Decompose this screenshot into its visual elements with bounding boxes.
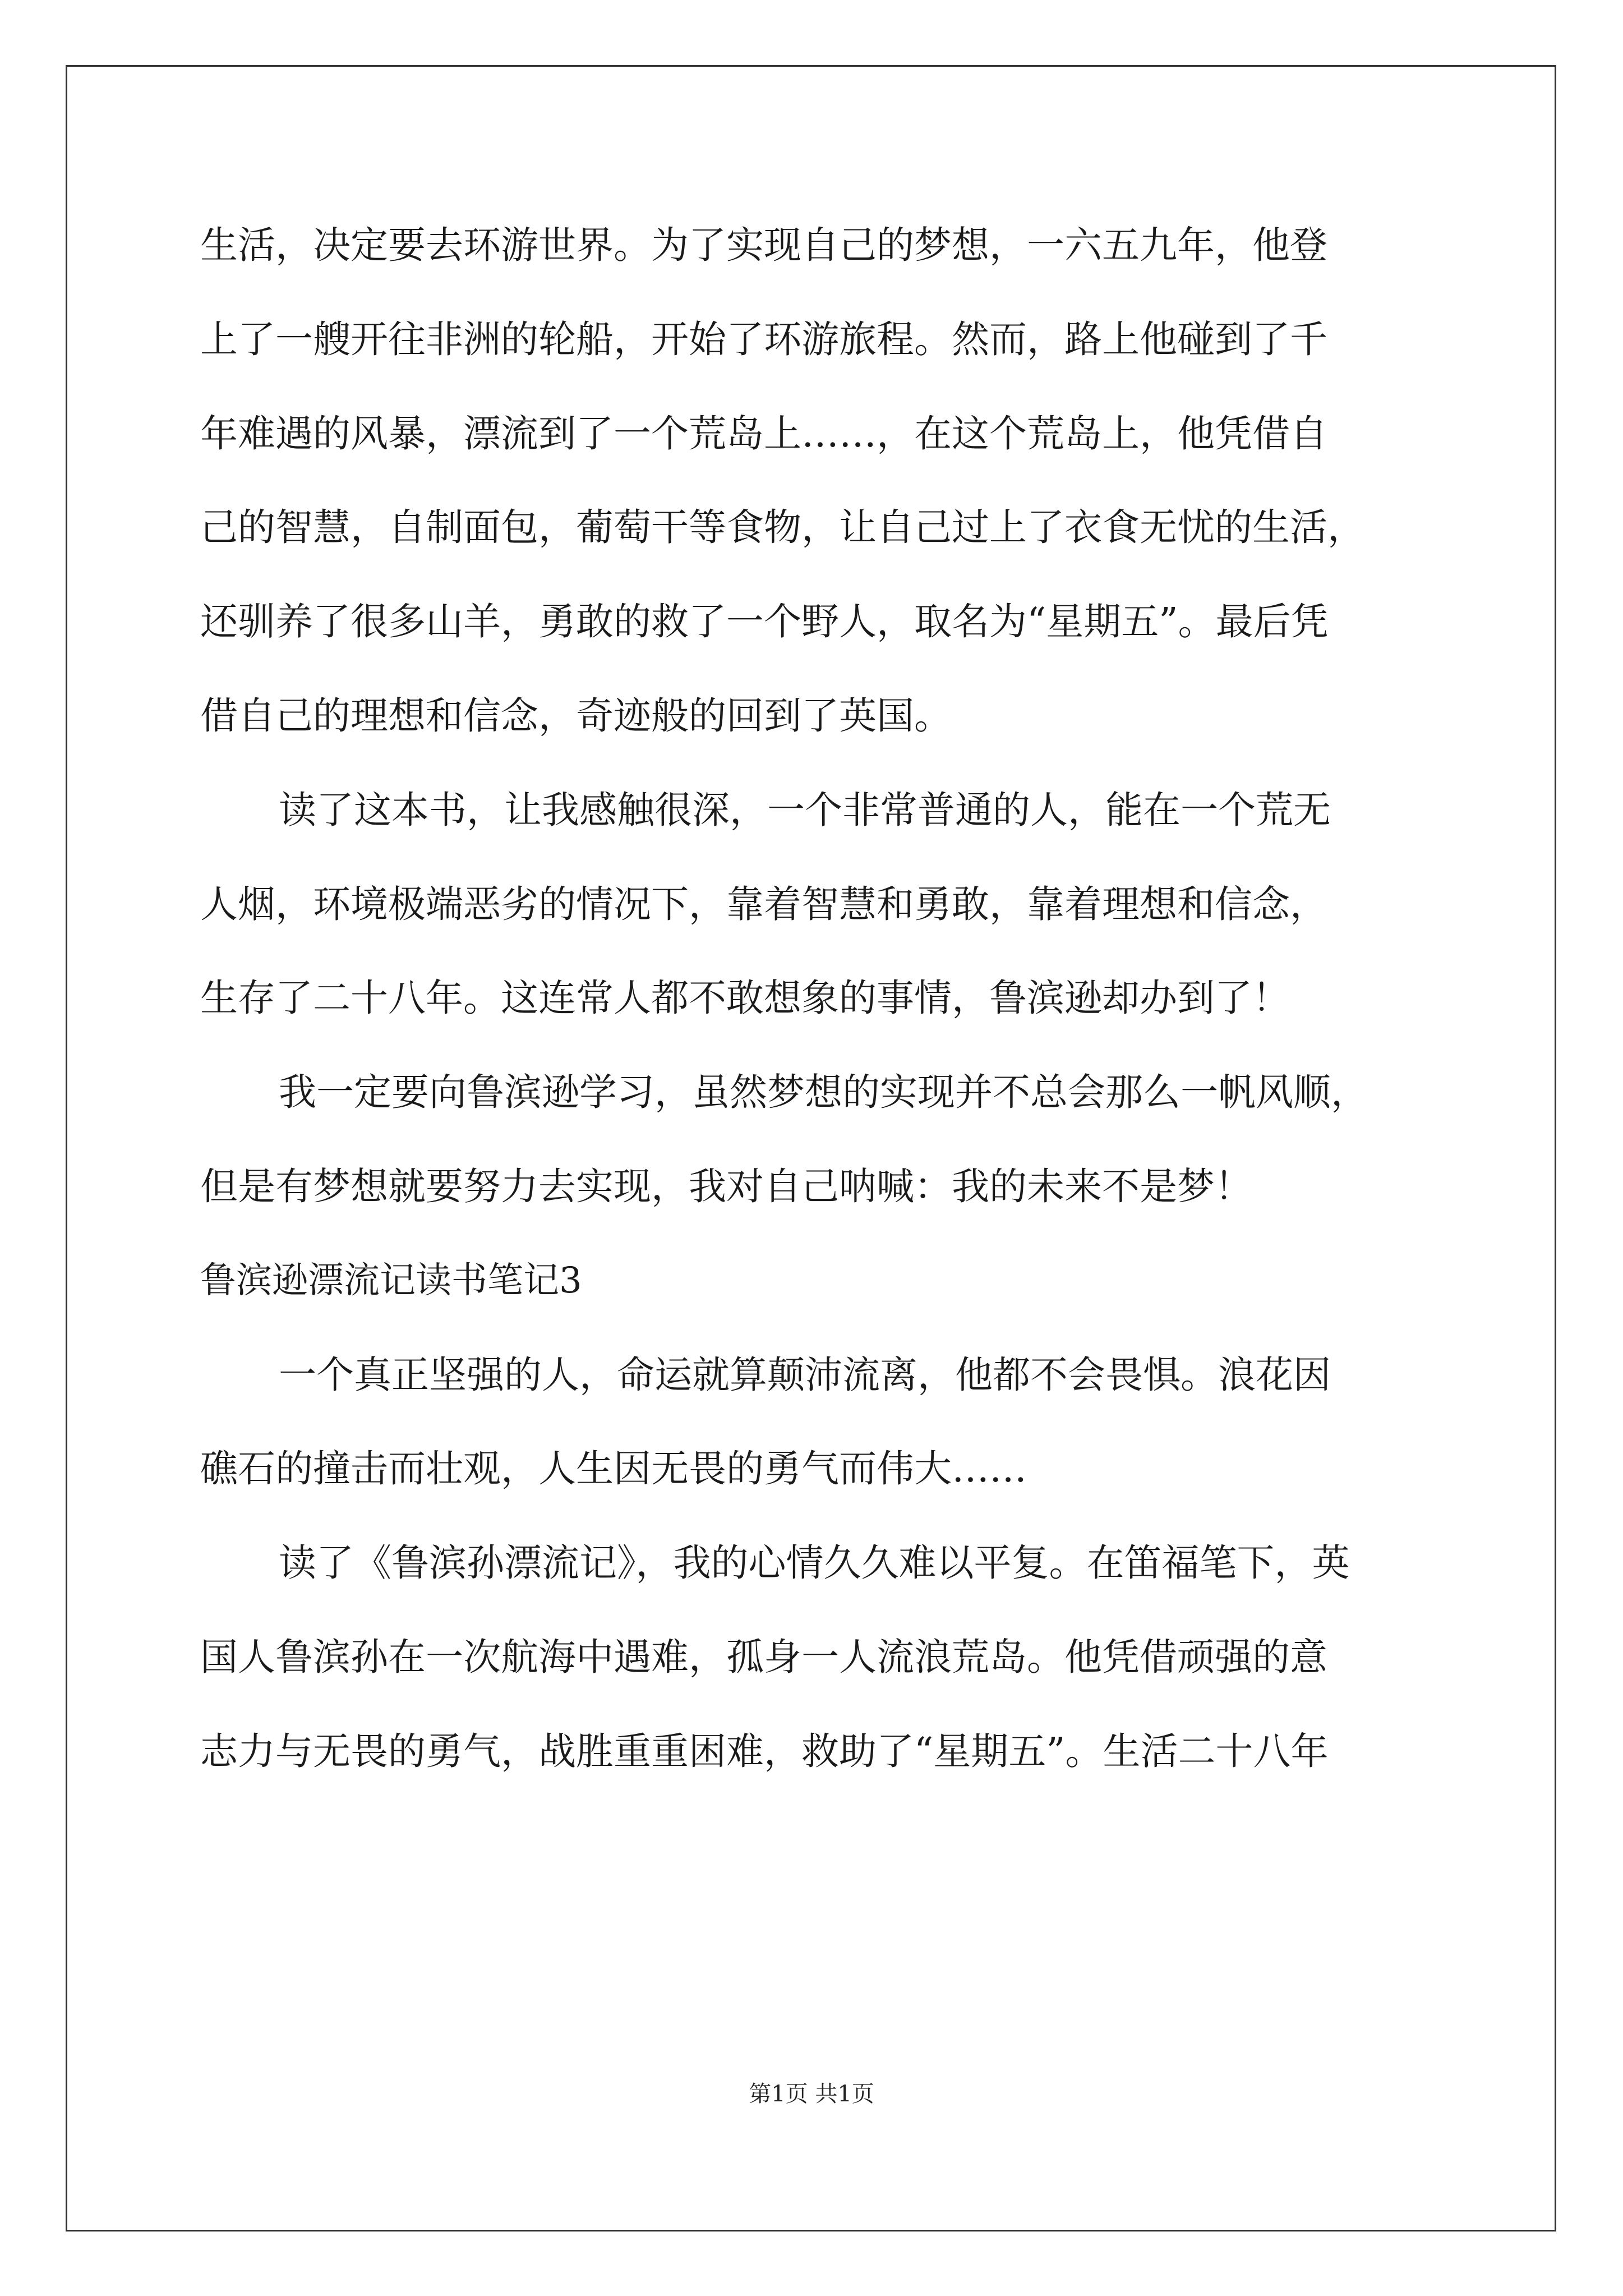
- text-line: 读了这本书，让我感触很深，一个非常普通的人，能在一个荒无: [279, 788, 1331, 832]
- page-footer: 第1页 共1页: [749, 2081, 874, 2107]
- text-line: 还驯养了很多山羊，勇敢的救了一个野人，取名为“星期五”。最后凭: [200, 600, 1329, 644]
- text-line: 年难遇的风暴，漂流到了一个荒岛上……，在这个荒岛上，他凭借自: [200, 411, 1327, 455]
- text-line: 生活，决定要去环游世界。为了实现自己的梦想，一六五九年，他登: [200, 223, 1327, 267]
- text-line: 借自己的理想和信念，奇迹般的回到了英国。: [200, 693, 952, 738]
- text-line: 我一定要向鲁滨逊学习，虽然梦想的实现并不总会那么一帆风顺，: [279, 1070, 1368, 1115]
- text-line: 国人鲁滨孙在一次航海中遇难，孤身一人流浪荒岛。他凭借顽强的意: [200, 1635, 1327, 1679]
- text-line: 上了一艘开往非洲的轮船，开始了环游旅程。然而，路上他碰到了千: [200, 317, 1327, 361]
- section-heading: 鲁滨逊漂流记读书笔记3: [200, 1259, 582, 1301]
- text-line: 人烟，环境极端恶劣的情况下，靠着智慧和勇敢，靠着理想和信念，: [200, 882, 1327, 926]
- text-line: 己的智慧，自制面包，葡萄干等食物，让自己过上了衣食无忧的生活，: [200, 505, 1365, 550]
- text-line: 礁石的撞击而壮观，人生因无畏的勇气而伟大……: [200, 1447, 1027, 1491]
- text-line: 但是有梦想就要努力去实现，我对自己呐喊：我的未来不是梦！: [200, 1164, 1252, 1208]
- text-line: 一个真正坚强的人，命运就算颠沛流离，他都不会畏惧。浪花因: [279, 1352, 1331, 1397]
- text-line: 读了《鲁滨孙漂流记》，我的心情久久难以平复。在笛福笔下，英: [279, 1541, 1350, 1585]
- text-line: 生存了二十八年。这连常人都不敢想象的事情，鲁滨逊却办到了！: [200, 976, 1290, 1020]
- document-body: [200, 217, 1448, 1818]
- text-line: 志力与无畏的勇气，战胜重重困难，救助了“星期五”。生活二十八年: [200, 1729, 1329, 1773]
